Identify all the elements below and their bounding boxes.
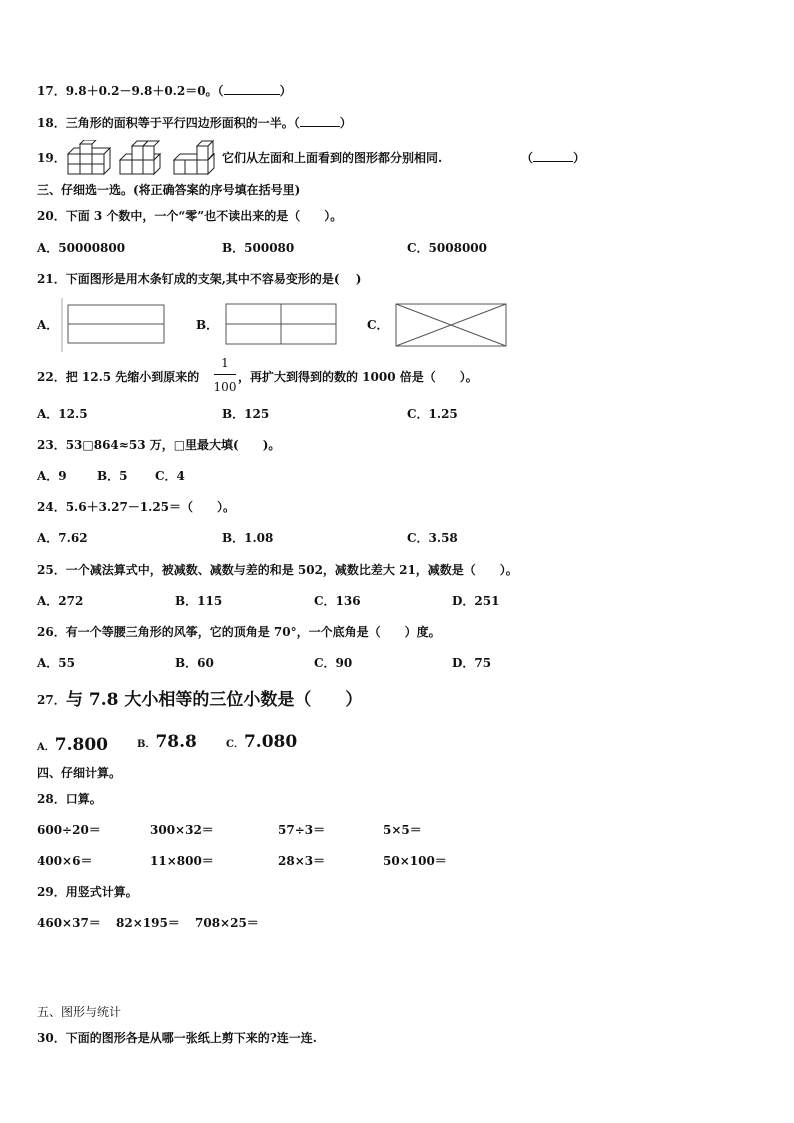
q28-item: 50×100＝ — [383, 854, 447, 868]
question-22-pre: 22．把 12.5 先缩小到原来的 — [37, 370, 200, 384]
q28-item: 600÷20＝ — [37, 823, 101, 837]
q21-option-a-label[interactable]: A． — [37, 318, 59, 332]
q23-option-c[interactable]: C．4 — [155, 469, 185, 483]
q20-option-c[interactable]: C．5008000 — [407, 241, 487, 255]
q19-open-paren: （ — [521, 151, 534, 165]
question-26: 26．有一个等腰三角形的风筝，它的顶角是 70°，一个底角是（ ）度。 — [37, 625, 441, 639]
question-27: 与 7.8 大小相等的三位小数是（ ） — [66, 690, 363, 710]
q24-option-b[interactable]: B．1.08 — [222, 531, 274, 545]
q17-text: 17．9.8＋0.2－9.8＋0.2＝0。（ — [37, 84, 224, 98]
q21-option-c-figure — [394, 300, 510, 350]
q27-option-a-value: 7.800 — [54, 735, 108, 755]
q22-option-b[interactable]: B．125 — [222, 407, 270, 421]
q27-option-c[interactable] — [226, 731, 297, 753]
q23-option-a[interactable]: A．9 — [37, 469, 67, 483]
q24-option-a[interactable]: A．7.62 — [37, 531, 88, 545]
q19-close-paren: ） — [573, 151, 586, 165]
q22-option-c[interactable]: C．1.25 — [407, 407, 458, 421]
q21-option-a-figure — [60, 298, 170, 352]
question-19-number: 19． — [37, 151, 66, 165]
question-24: 24．5.6＋3.27－1.25＝（ ）。 — [37, 500, 236, 514]
q24-option-c[interactable]: C．3.58 — [407, 531, 458, 545]
q28-item: 400×6＝ — [37, 854, 93, 868]
q25-option-a[interactable]: A．272 — [37, 594, 84, 608]
q21-option-b-label[interactable]: B． — [196, 318, 219, 332]
question-29-title: 29．用竖式计算。 — [37, 885, 138, 899]
q25-option-c[interactable]: C．136 — [314, 594, 361, 608]
q28-item: 57÷3＝ — [278, 823, 326, 837]
q17-close-paren: ） — [279, 84, 292, 98]
q27-option-b-letter: B． — [137, 739, 156, 750]
q28-item: 11×800＝ — [150, 854, 214, 868]
q21-option-c-label[interactable]: C． — [367, 318, 389, 332]
q26-option-c[interactable]: C．90 — [314, 656, 353, 670]
q17-answer-blank[interactable] — [224, 83, 280, 95]
question-27-number: 27． — [37, 693, 66, 707]
q26-option-a[interactable]: A．55 — [37, 656, 76, 670]
section-4-heading: 四、仔细计算。 — [37, 766, 122, 780]
q22-fraction-denominator: 100 — [213, 380, 237, 394]
section-3-heading: 三、仔细选一选。(将正确答案的序号填在括号里) — [37, 183, 301, 197]
q22-fraction-numerator: 1 — [221, 356, 229, 370]
question-21: 21．下面图形是用木条钉成的支架,其中不容易变形的是( ) — [37, 272, 362, 286]
q18-text: 18．三角形的面积等于平行四边形面积的一半。（ — [37, 116, 300, 130]
cube-figures — [64, 140, 222, 176]
q28-item: 5×5＝ — [383, 823, 422, 837]
question-28-title: 28．口算。 — [37, 792, 102, 806]
question-18 — [37, 115, 352, 131]
q23-option-b[interactable]: B．5 — [97, 469, 128, 483]
q28-item: 300×32＝ — [150, 823, 214, 837]
q25-option-b[interactable]: B．115 — [175, 594, 223, 608]
q19-answer-blank[interactable] — [533, 150, 573, 162]
question-30: 30．下面的图形各是从哪一张纸上剪下来的?连一连. — [37, 1031, 317, 1045]
q27-option-c-letter: C． — [226, 739, 244, 750]
q28-item: 28×3＝ — [278, 854, 326, 868]
q29-item: 82×195＝ — [116, 916, 180, 930]
q19-answer — [521, 150, 585, 166]
q18-answer-blank[interactable] — [300, 115, 340, 127]
q27-option-b[interactable] — [137, 731, 197, 753]
q26-option-b[interactable]: B．60 — [175, 656, 214, 670]
question-22-post: ，再扩大到得到的数的 1000 倍是（ ）。 — [238, 370, 478, 384]
q25-option-d[interactable]: D．251 — [452, 594, 500, 608]
q29-item: 460×37＝ — [37, 916, 101, 930]
q27-option-b-value: 78.8 — [155, 732, 197, 752]
q21-option-b-figure — [224, 300, 340, 350]
q27-option-a[interactable] — [37, 734, 108, 756]
q20-option-b[interactable]: B．500080 — [222, 241, 295, 255]
question-20: 20．下面 3 个数中，一个“零”也不读出来的是（ ）。 — [37, 209, 343, 223]
section-5-heading: 五、图形与统计 — [37, 1005, 122, 1019]
q29-item: 708×25＝ — [195, 916, 259, 930]
question-23: 23．53□864≈53 万，□里最大填( )。 — [37, 438, 281, 452]
q18-close-paren: ） — [339, 116, 352, 130]
q27-option-c-value: 7.080 — [243, 732, 298, 752]
q27-option-a-letter: A． — [37, 742, 55, 753]
question-17 — [37, 83, 292, 99]
q22-fraction-bar — [214, 374, 236, 375]
question-25: 25．一个减法算式中，被减数、减数与差的和是 502，减数比差大 21，减数是（ ）。 — [37, 563, 518, 577]
q26-option-d[interactable]: D．75 — [452, 656, 492, 670]
q22-option-a[interactable]: A．12.5 — [37, 407, 88, 421]
q19-text: 它们从左面和上面看到的图形都分别相同. — [222, 151, 443, 165]
q20-option-a[interactable]: A．50000800 — [37, 241, 126, 255]
